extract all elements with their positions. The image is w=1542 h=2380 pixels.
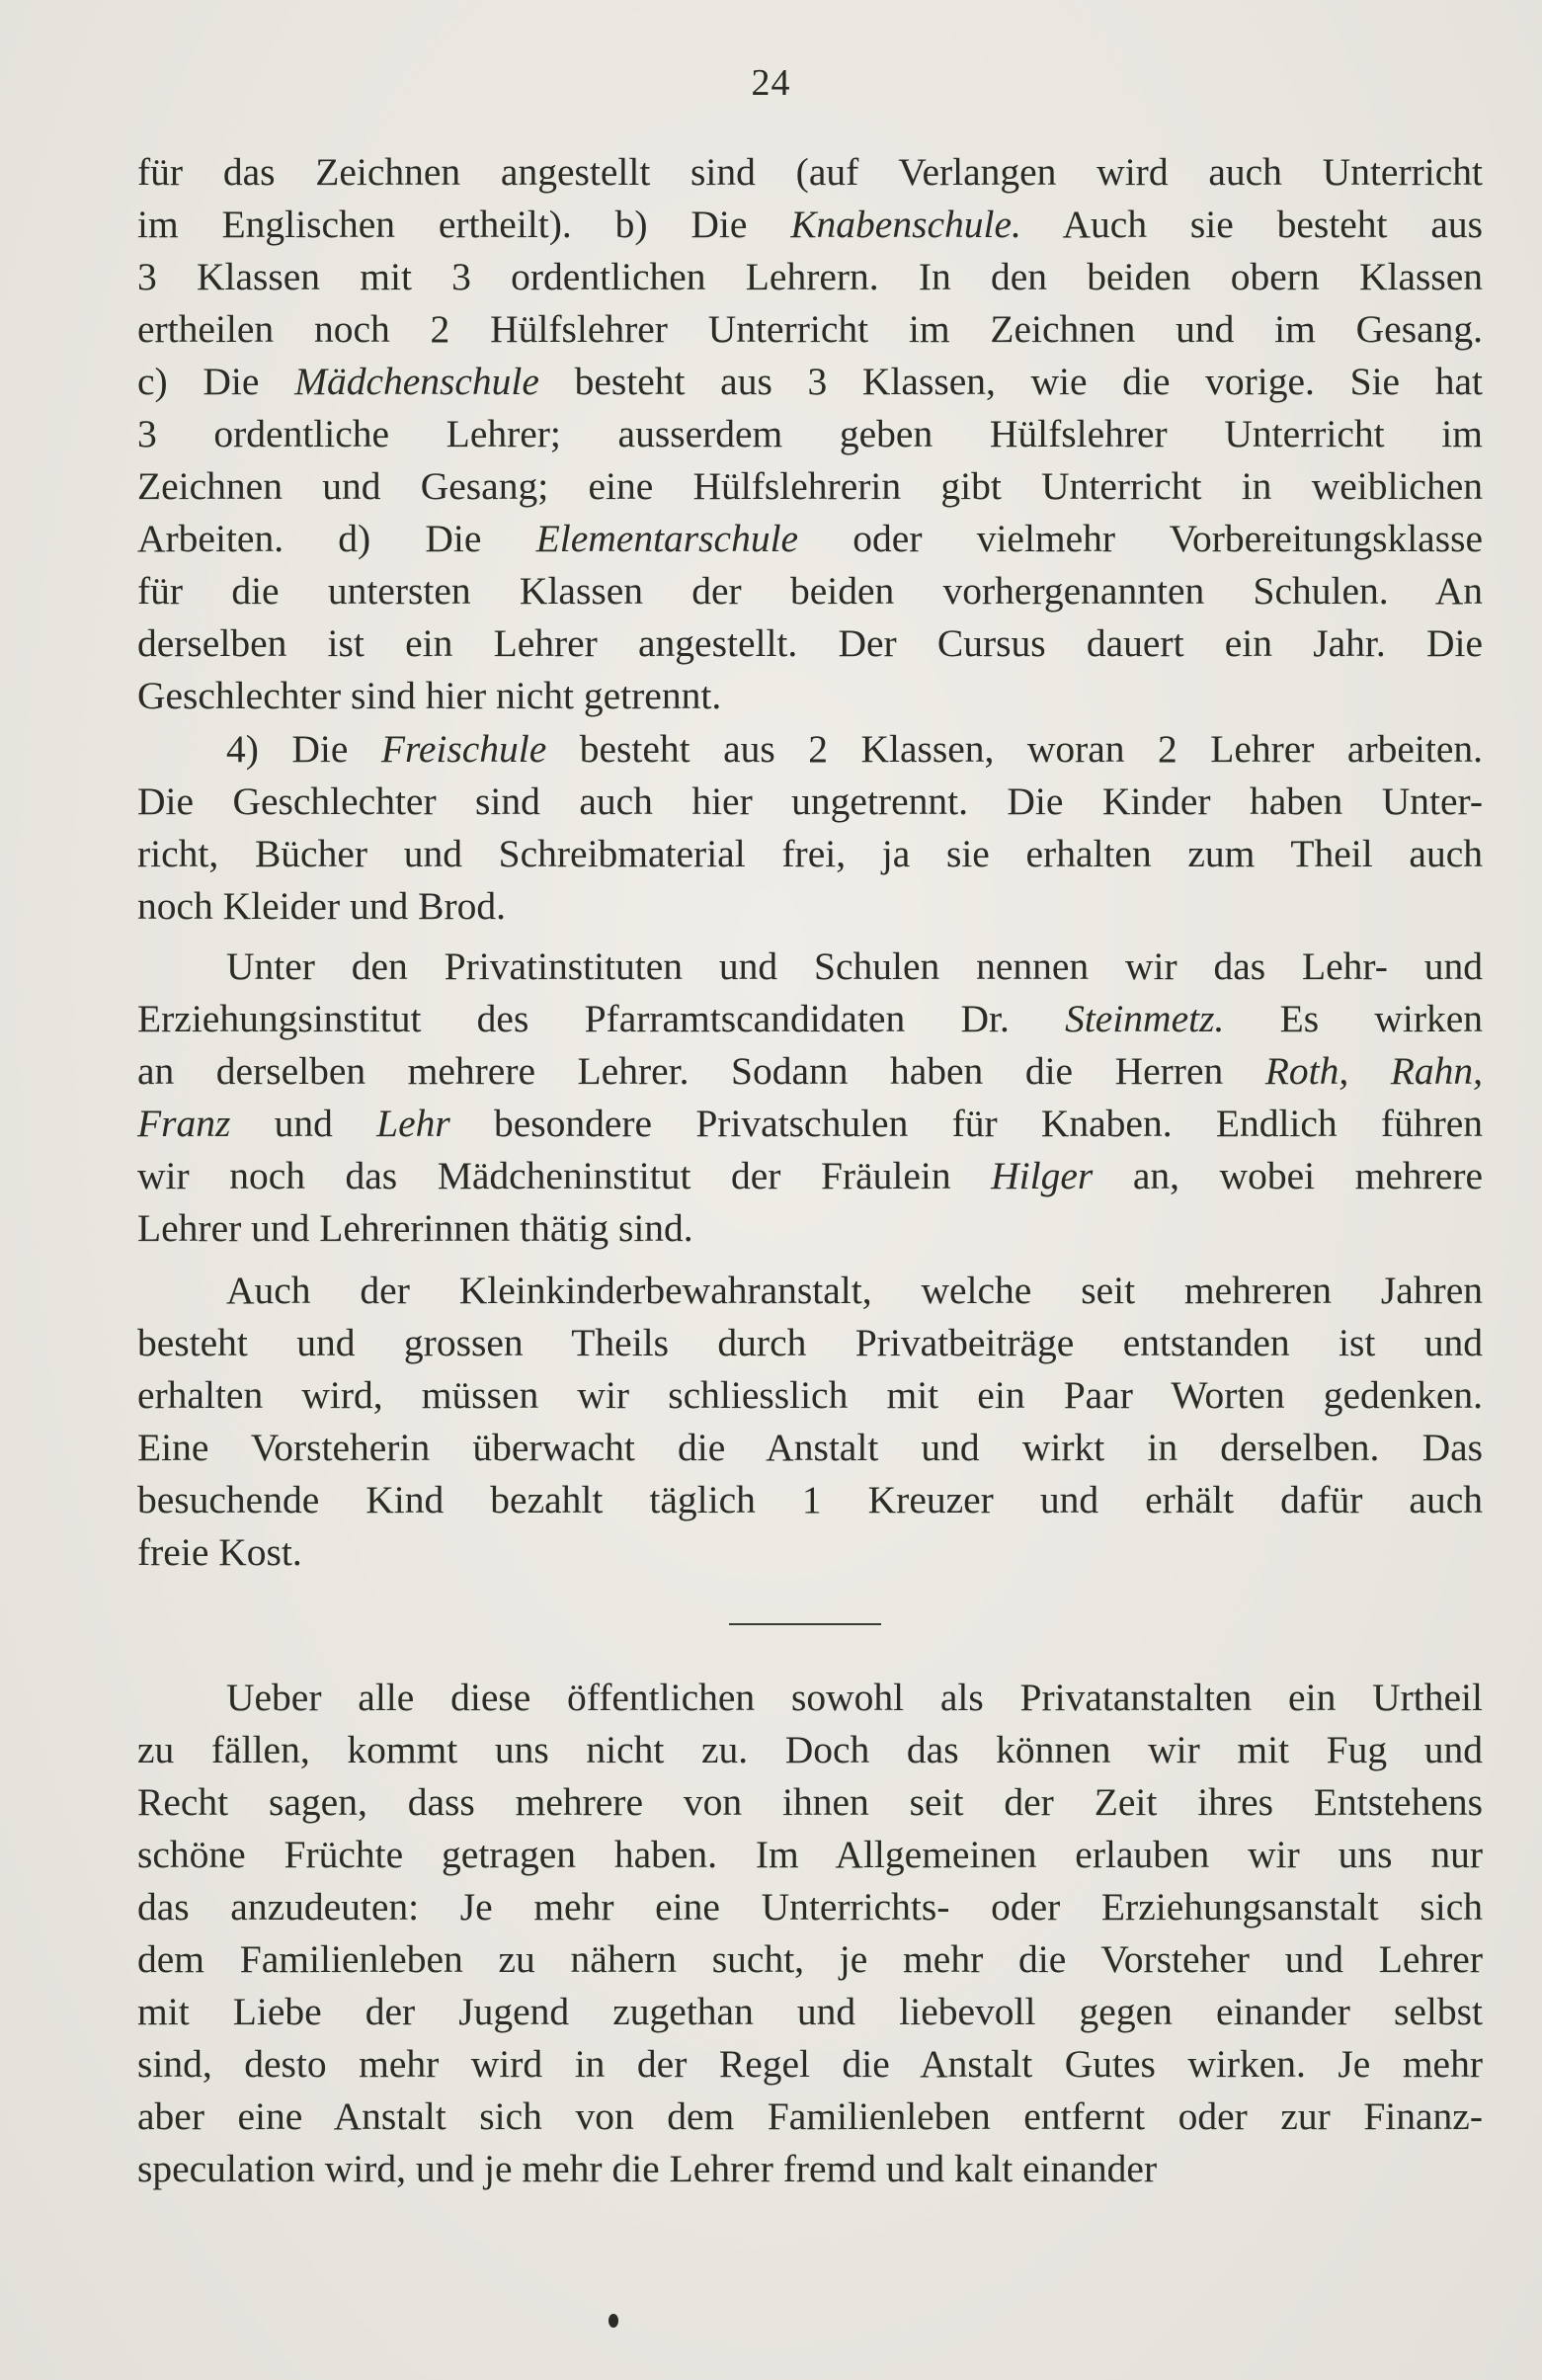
text-line <box>137 146 1483 199</box>
text-line <box>137 1933 1483 1986</box>
text-line <box>137 776 1483 828</box>
italic-name: Mädchenschule <box>294 360 539 403</box>
section-divider <box>729 1623 881 1625</box>
text-line <box>137 617 1483 670</box>
text-line <box>137 1986 1483 2038</box>
text-segment: Auch sie besteht aus <box>1020 203 1483 246</box>
paragraph <box>137 723 1483 933</box>
text-segment <box>1348 1049 1391 1093</box>
text-segment: Recht sagen, dass mehrere von ihnen seit der Zeit ihres Entstehens <box>137 1780 1483 1824</box>
italic-name: Steinmetz. <box>1065 997 1225 1040</box>
text-segment: das anzudeuten: Je mehr eine Unterrichts- oder Erziehungsanstalt sich <box>137 1885 1483 1929</box>
text-segment: freie Kost. <box>137 1530 302 1574</box>
text-segment: schöne Früchte getragen haben. Im Allgemeinen erlauben wir uns nur <box>137 1833 1483 1876</box>
text-segment: für das Zeichnen angestellt sind (auf Verlangen wird auch Unterricht <box>137 150 1483 194</box>
text-line <box>137 513 1483 565</box>
text-segment: mit Liebe der Jugend zugethan und liebevoll gegen einander selbst <box>137 1990 1483 2033</box>
text-segment: 4) Die <box>226 727 381 771</box>
text-line <box>137 356 1483 408</box>
text-line <box>137 1422 1483 1474</box>
text-line <box>137 303 1483 356</box>
text-line <box>137 408 1483 460</box>
text-line <box>137 1672 1483 1724</box>
text-line <box>137 1045 1483 1098</box>
text-segment: an, wobei mehrere <box>1093 1154 1483 1197</box>
text-line <box>137 828 1483 880</box>
text-segment: aber eine Anstalt sich von dem Familienleben entfernt oder zur Finanz- <box>137 2094 1483 2138</box>
text-segment: zu fällen, kommt uns nicht zu. Doch das können wir mit Fug und <box>137 1728 1483 1771</box>
text-segment: Arbeiten. d) Die <box>137 517 536 560</box>
text-segment: Es wirken <box>1224 997 1484 1040</box>
paragraph <box>137 1672 1483 2195</box>
text-segment: 3 Klassen mit 3 ordentlichen Lehrern. In den beiden obern Klassen <box>137 255 1483 298</box>
text-line <box>137 2143 1483 2195</box>
italic-name: Freischule <box>380 727 547 771</box>
text-line <box>137 880 1483 933</box>
italic-name: Lehr <box>376 1102 450 1145</box>
text-line <box>137 1265 1483 1317</box>
italic-name: Elementarschule <box>535 517 799 560</box>
text-line <box>137 565 1483 617</box>
text-segment: besondere Privatschulen für Knaben. Endlich führen <box>449 1102 1484 1145</box>
text-segment: Ueber alle diese öffentlichen sowohl als Privatanstalten ein Urtheil <box>226 1676 1483 1719</box>
text-segment: speculation wird, und je mehr die Lehrer fremd und kalt einander <box>137 2147 1158 2190</box>
text-line <box>137 1202 1483 1255</box>
paragraph <box>137 146 1483 722</box>
text-segment: c) Die <box>137 360 295 403</box>
text-segment: Die Geschlechter sind auch hier ungetrennt. Die Kinder haben Unter- <box>137 780 1483 823</box>
ink-dot-mark <box>609 2314 618 2328</box>
paragraph <box>137 1265 1483 1579</box>
text-line <box>137 1776 1483 1829</box>
text-segment: besteht aus 3 Klassen, wie die vorige. Sie hat <box>538 360 1483 403</box>
text-line <box>137 670 1483 722</box>
italic-name: Roth, <box>1264 1049 1349 1093</box>
text-line <box>137 1829 1483 1881</box>
text-segment: Lehrer und Lehrerinnen thätig sind. <box>137 1206 693 1250</box>
text-segment: dem Familienleben zu nähern sucht, je mehr die Vorsteher und Lehrer <box>137 1937 1483 1981</box>
text-segment: noch Kleider und Brod. <box>137 884 506 928</box>
text-line <box>137 1317 1483 1369</box>
text-segment: oder vielmehr Vorbereitungsklasse <box>798 517 1483 560</box>
text-segment: Eine Vorsteherin überwacht die Anstalt und wirkt in derselben. Das <box>137 1426 1483 1469</box>
page-number: 24 <box>751 62 791 104</box>
text-line <box>137 993 1483 1045</box>
text-line <box>137 251 1483 303</box>
text-line <box>137 941 1483 993</box>
text-segment: sind, desto mehr wird in der Regel die Anstalt Gutes wirken. Je mehr <box>137 2042 1483 2086</box>
text-segment: Unter den Privatinstituten und Schulen nennen wir das Lehr- und <box>226 944 1483 988</box>
text-segment: besteht und grossen Theils durch Privatbeiträge entstanden ist und <box>137 1321 1483 1364</box>
text-segment: Zeichnen und Gesang; eine Hülfslehrerin gibt Unterricht in weiblichen <box>137 464 1483 508</box>
text-line <box>137 1724 1483 1776</box>
text-segment: wir noch das Mädcheninstitut der Fräulein <box>137 1154 992 1197</box>
text-line <box>137 1881 1483 1933</box>
text-line <box>137 2091 1483 2143</box>
text-line <box>137 460 1483 513</box>
text-segment: Geschlechter sind hier nicht getrennt. <box>137 674 722 717</box>
text-segment: richt, Bücher und Schreibmaterial frei, ja sie erhalten zum Theil auch <box>137 832 1483 875</box>
text-segment: ertheilen noch 2 Hülfslehrer Unterricht im Zeichnen und im Gesang. <box>137 307 1483 351</box>
text-line <box>137 1369 1483 1422</box>
italic-name: Hilger <box>991 1154 1094 1197</box>
italic-name: Knabenschule. <box>790 203 1021 246</box>
italic-name: Rahn, <box>1390 1049 1484 1093</box>
text-segment: derselben ist ein Lehrer angestellt. Der Cursus dauert ein Jahr. Die <box>137 621 1483 665</box>
text-line <box>137 1098 1483 1150</box>
text-segment: Erziehungsinstitut des Pfarramtscandidaten Dr. <box>137 997 1066 1040</box>
paragraph <box>137 941 1483 1255</box>
text-line <box>137 1526 1483 1579</box>
text-segment: besuchende Kind bezahlt täglich 1 Kreuzer und erhält dafür auch <box>137 1478 1483 1521</box>
text-segment: an derselben mehrere Lehrer. Sodann haben die Herren <box>137 1049 1265 1093</box>
text-line <box>137 1474 1483 1526</box>
text-segment: und <box>230 1102 377 1145</box>
text-segment: Auch der Kleinkinderbewahranstalt, welche seit mehreren Jahren <box>226 1269 1483 1312</box>
text-segment: besteht aus 2 Klassen, woran 2 Lehrer arbeiten. <box>546 727 1483 771</box>
text-segment: 3 ordentliche Lehrer; ausserdem geben Hülfslehrer Unterricht im <box>137 412 1483 455</box>
text-line <box>137 199 1483 251</box>
text-segment: erhalten wird, müssen wir schliesslich mit ein Paar Worten gedenken. <box>137 1373 1483 1417</box>
text-line <box>137 2038 1483 2091</box>
text-line <box>137 1150 1483 1202</box>
text-segment: für die untersten Klassen der beiden vorhergenannten Schulen. An <box>137 569 1483 613</box>
text-segment: im Englischen ertheilt). b) Die <box>137 203 791 246</box>
text-line <box>137 723 1483 776</box>
italic-name: Franz <box>137 1102 231 1145</box>
